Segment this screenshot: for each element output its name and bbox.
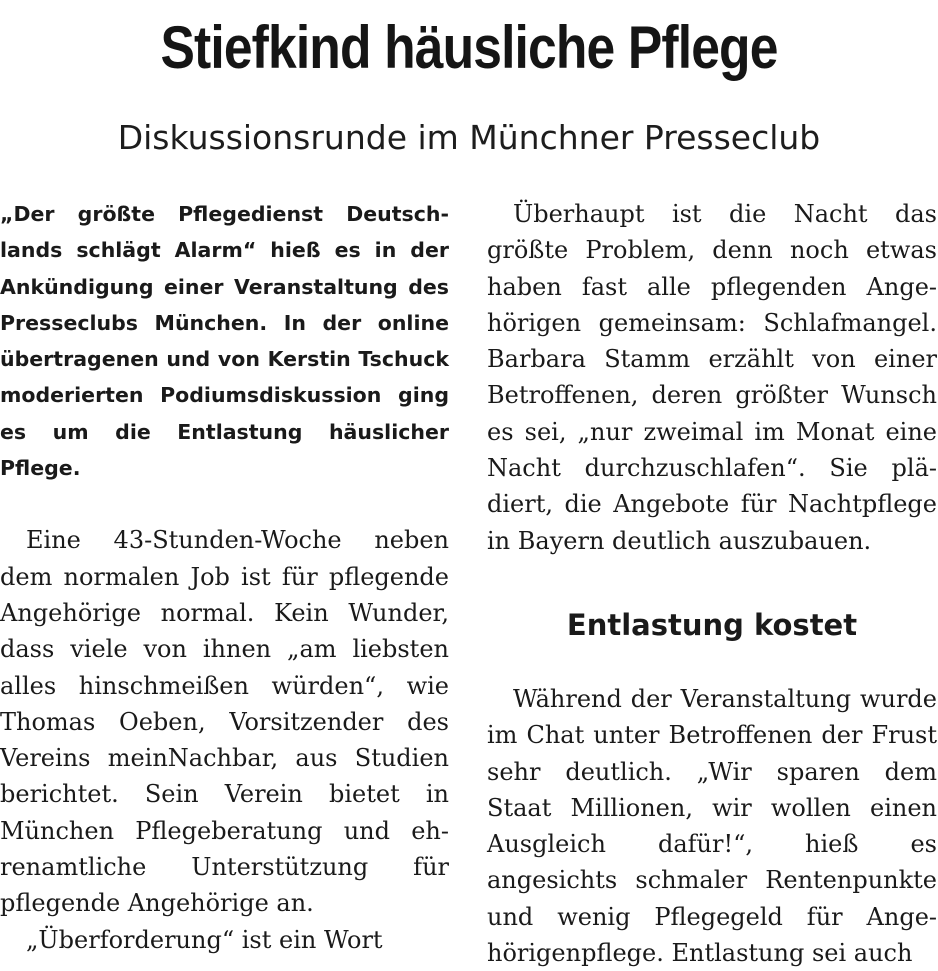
- body-paragraph: Überhaupt ist die Nacht das größte Problem, denn noch etwas haben fast alle pflegenden Angehörigen gemeinsam: Schlafmangel. Barbara Stamm erzählt von einer Betroffenen, deren größter Wunsch es sei, „nur zweimal im Monat eine Nacht durchzuschlafen“. Sie plädiert, die Angebote für Nachtpflege in Bayern deutlich auszubauen.: [487, 200, 937, 555]
- section-heading: Entlastung kostet: [566, 607, 858, 642]
- headline: Stiefkind häusliche Pflege: [160, 14, 778, 81]
- subheadline: Diskussionsrunde im Münchner Presseclub: [117, 118, 821, 157]
- body-paragraph: Während der Veranstaltung wurde im Chat unter Betroffenen der Frust sehr deutlich. „Wir sparen dem Staat Millionen, wir wollen einen Ausgleich dafür!“, hieß es angesichts schmaler Rentenpunkte und wenig Pflegegeld für Angehörigenpflege. Entlastung sei auch: [487, 684, 937, 968]
- body-paragraph: Eine 43-Stunden-Woche neben dem normalen Job ist für pflegende Angehörige normal. Kein Wunder, dass viele von ihnen „am liebsten alles hinschmeißen würden“, wie Thomas Oeben, Vorsitzender des Vereins meinNachbar, aus Studien berichtet. Sein Verein bietet in München Pflegeberatung und ehrenamtliche Unterstützung für pflegende Angehörige an.: [0, 526, 449, 918]
- right-column: [487, 196, 937, 971]
- lead-paragraph: „Der größte Pflegedienst Deutschlands schlägt Alarm“ hieß es in der Ankündigung einer Veranstaltung des Presseclubs München. In der online übertragenen und von Kerstin Tschuck moderierten Podiumsdiskussion ging es um die Entlastung häuslicher Pflege.: [0, 202, 449, 481]
- left-column: [0, 196, 449, 958]
- body-paragraph: „Überforderung“ ist ein Wort: [26, 925, 383, 954]
